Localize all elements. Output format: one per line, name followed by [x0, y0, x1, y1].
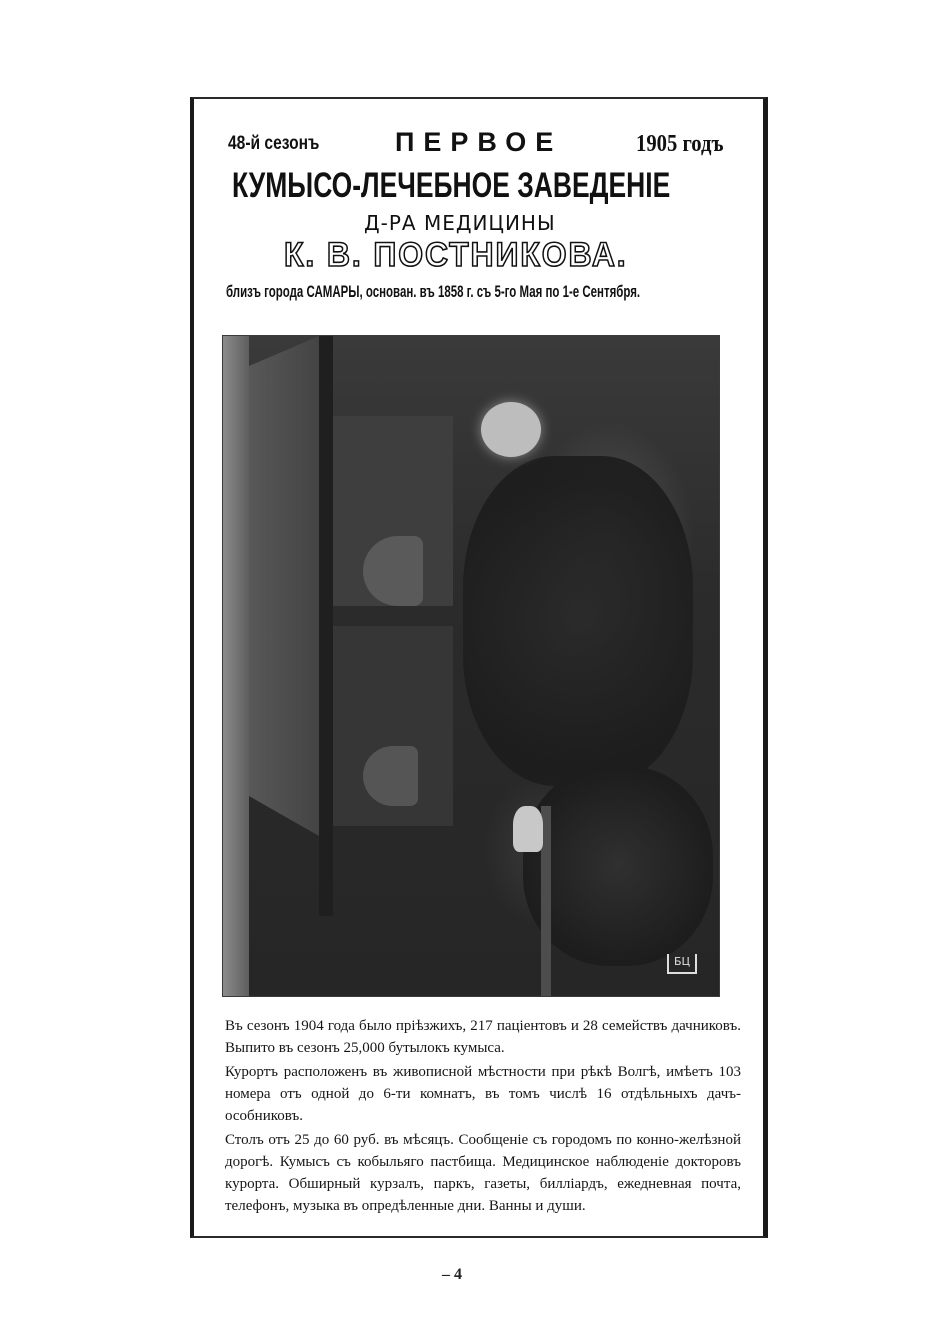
paragraph-resort: Курортъ расположенъ въ живописной мѣстности при рѣкѣ Волгѣ, имѣетъ 103 номера отъ одной до 6-ти комнатъ, въ томъ числѣ 16 отдѣльныхъ дачъ-особниковъ.: [225, 1064, 741, 1124]
photo-foliage: [463, 456, 693, 786]
photo-roof: [249, 336, 319, 836]
photo-window-arch: [363, 746, 418, 806]
establishment-title: КУМЫСО-ЛЕЧЕБНОЕ ЗАВЕДЕНІЕ: [232, 166, 671, 205]
page-number: – 4: [442, 1266, 462, 1283]
paragraph-board: Столъ отъ 25 до 60 руб. въ мѣсяцъ. Сообщеніе съ городомъ по конно-желѣзной дорогѣ. Кумысъ съ кобыльяго пастбища. Медицинское наблюденіе докторовъ курорта. Обширный курзалъ, паркъ, газеты, билліардъ, ежедневная почта, телефонъ, музыка въ опредѣленные дни. Ванны и души.: [225, 1132, 741, 1214]
paragraph-visitors: Въ сезонъ 1904 года было пріѣзжихъ, 217 паціентовъ и 28 семействъ дачниковъ. Выпито въ сезонъ 25,000 бутылокъ кумыса.: [225, 1018, 741, 1056]
first-label: ПЕРВОЕ: [395, 127, 563, 157]
photo-sky: [223, 336, 249, 996]
year-label: 1905 годъ: [636, 131, 724, 157]
pavilion-photo: [222, 335, 720, 997]
photo-foliage: [523, 766, 713, 966]
photo-person: [513, 806, 543, 852]
owner-name: К. В. ПОСТНИКОВА.: [284, 236, 628, 274]
doctor-line: Д-РА МЕДИЦИНЫ: [364, 211, 556, 235]
advertisement-body: [225, 1015, 741, 1217]
photo-lamp: [481, 402, 541, 457]
season-label: 48-й сезонъ: [228, 133, 320, 154]
photo-roof-edge: [319, 336, 333, 916]
engraver-mark: БЦ: [667, 954, 697, 974]
location-line: близъ города САМАРЫ, основан. въ 1858 г. съ 5-го Мая по 1-е Сентября.: [226, 282, 641, 301]
